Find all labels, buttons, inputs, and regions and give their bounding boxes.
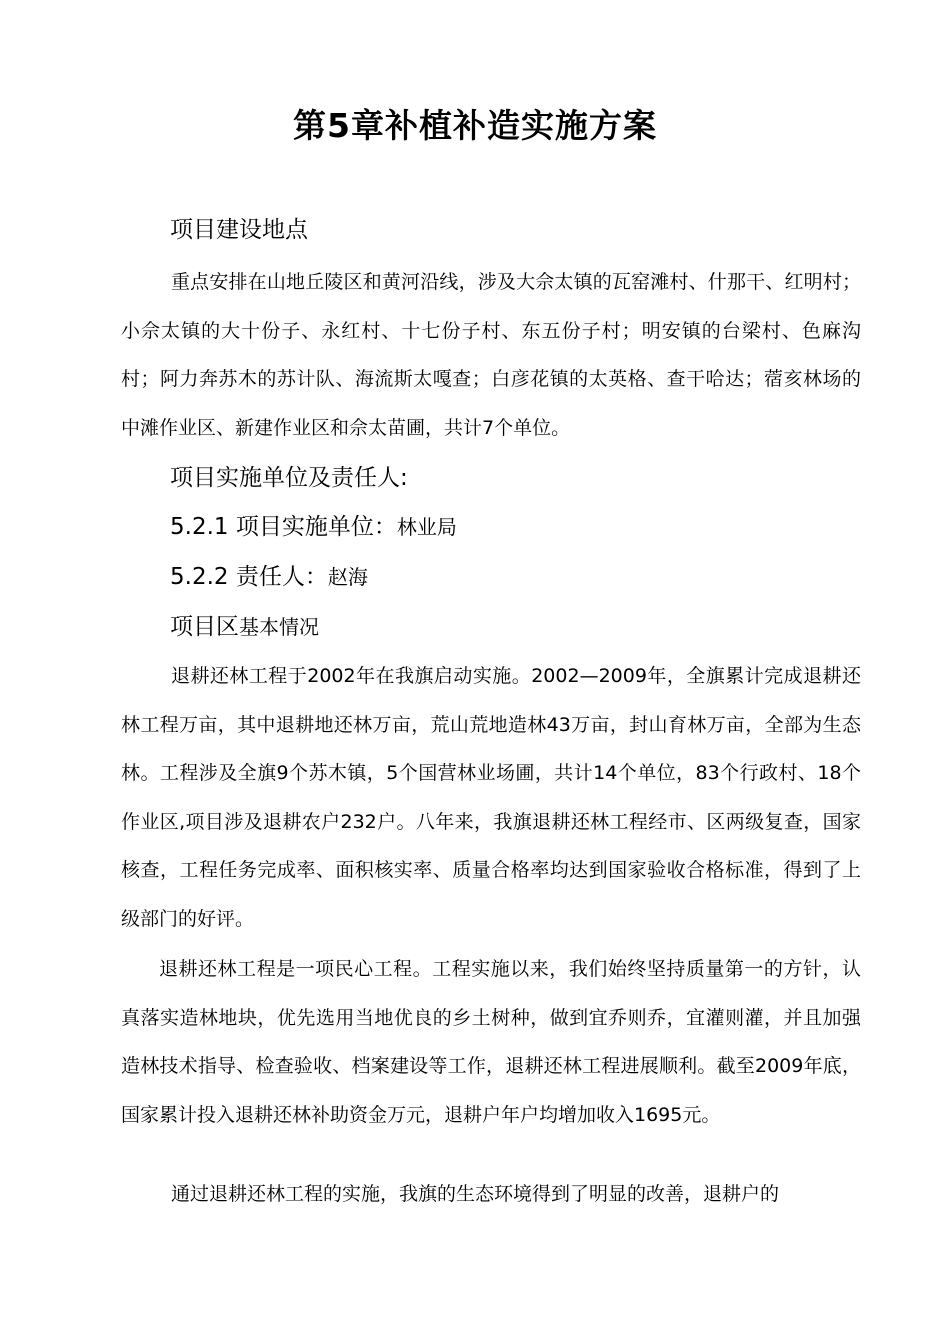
subheading-value: 赵海 <box>327 565 368 589</box>
subheading-value: 基本情况 <box>239 615 319 639</box>
paragraph-project-effects: 通过退耕还林工程的实施，我旗的生态环境得到了明显的改善，退耕户的 <box>171 1183 780 1205</box>
section-heading-unit-responsible: 项目实施单位及责任人: <box>170 465 408 491</box>
section-heading-basic-info <box>170 611 319 643</box>
section-heading-location: 项目建设地点 <box>170 217 308 243</box>
subheading-label: 5.2.1 项目实施单位： <box>170 514 397 540</box>
subheading-label: 项目区 <box>170 614 239 640</box>
paragraph-project-progress: 退耕还林工程是一项民心工程。工程实施以来，我们始终坚持质量第一的方针，认真落实造林地块，优先选用当地优良的乡土树种，做到宜乔则乔，宜灌则灌，并且加强造林技术指导、检查验收、档案建设等工作，退耕还林工程进展顺利。截至2009年底，国家累计投入退耕还林补助资金万元，退耕户年户均增加收入1695元。 <box>121 958 861 1126</box>
subheading-label: 5.2.2 责任人： <box>170 564 328 590</box>
subheading-responsible-person <box>170 561 368 593</box>
subheading-implementing-unit <box>170 511 457 543</box>
paragraph-project-overview: 退耕还林工程于2002年在我旗启动实施。2002—2009年，全旗累计完成退耕还林工程万亩，其中退耕地还林万亩，荒山荒地造林43万亩，封山育林万亩，全部为生态林。工程涉及全旗9个苏木镇，5个国营林业场圃，共计14个单位，83个行政村、18个作业区,项目涉及退耕农户232户。八年来，我旗退耕还林工程经市、区两级复查，国家核查，工程任务完成率、面积核实率、质量合格率均达到国家验收合格标准，得到了上级部门的好评。 <box>121 665 861 930</box>
subheading-value: 林业局 <box>396 515 457 539</box>
paragraph-location: 重点安排在山地丘陵区和黄河沿线，涉及大佘太镇的瓦窑滩村、什那干、红明村；小佘太镇的大十份子、永红村、十七份子村、东五份子村；明安镇的台梁村、色麻沟村；阿力奔苏木的苏计队、海流斯太嘎查；白彦花镇的太英格、查干哈达；蓿亥林场的中滩作业区、新建作业区和佘太苗圃，共计7个单位。 <box>121 271 861 439</box>
chapter-title: 第5章补植补造实施方案 <box>293 106 657 145</box>
